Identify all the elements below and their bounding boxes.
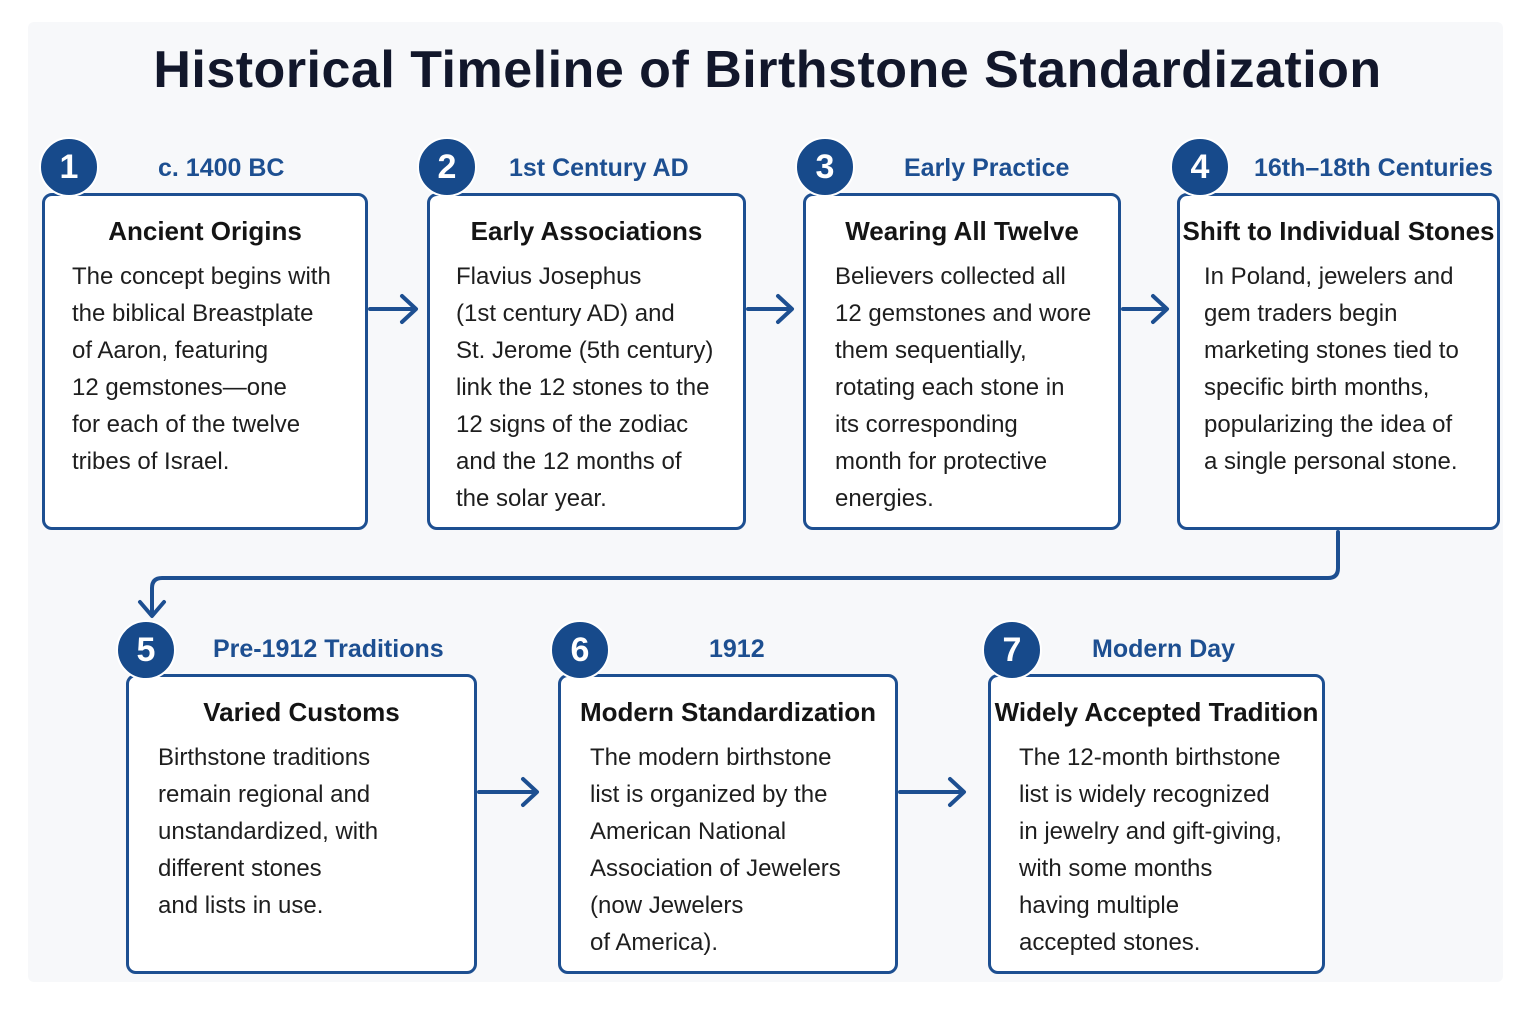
- step-card-5: [126, 674, 477, 974]
- step-4-number-badge: 4: [1170, 137, 1230, 197]
- connector-4-to-5: [140, 532, 1338, 616]
- step-2-number-badge: 2: [417, 137, 477, 197]
- step-5-era: Pre-1912 Traditions: [213, 635, 444, 663]
- step-5-number-badge: 5: [116, 620, 176, 680]
- step-card-3: [803, 193, 1121, 530]
- step-3-heading: Wearing All Twelve: [845, 216, 1079, 246]
- step-7-description: The 12-month birthstone list is widely recognized in jewelry and gift-giving, with some months having multiple accepted stones.: [1019, 744, 1282, 956]
- step-4-heading: Shift to Individual Stones: [1182, 216, 1495, 246]
- arrow-6-to-7: [900, 779, 964, 805]
- step-card-4: [1177, 193, 1500, 530]
- step-card-1: [42, 193, 368, 530]
- step-2-era: 1st Century AD: [509, 154, 689, 182]
- step-1-era: c. 1400 BC: [158, 154, 285, 182]
- step-card-7: [988, 674, 1325, 974]
- step-card-6: [558, 674, 898, 974]
- step-6-number-badge: 6: [550, 620, 610, 680]
- arrow-5-to-6: [479, 779, 537, 805]
- step-6-era: 1912: [709, 635, 765, 663]
- step-4-description: In Poland, jewelers and gem traders begin marketing stones tied to specific birth months, popularizing the idea of a single personal stone.: [1204, 263, 1459, 475]
- step-7-era: Modern Day: [1092, 635, 1236, 663]
- step-3-description: Believers collected all 12 gemstones and wore them sequentially, rotating each stone in its corresponding month for protective energies.: [835, 263, 1092, 512]
- step-5-description: Birthstone traditions remain regional and unstandardized, with different stones and lists in use.: [158, 744, 379, 919]
- step-6-description: The modern birthstone list is organized by the American National Association of Jewelers (now Jewelers of America).: [590, 744, 841, 956]
- step-7-heading: Widely Accepted Tradition: [994, 697, 1319, 727]
- step-4-era: 16th–18th Centuries: [1254, 154, 1493, 182]
- step-6-heading: Modern Standardization: [579, 697, 877, 727]
- step-7-number-badge: 7: [982, 620, 1042, 680]
- step-2-heading: Early Associations: [470, 216, 703, 246]
- arrow-1-to-2: [370, 296, 416, 322]
- step-3-number-badge: 3: [795, 137, 855, 197]
- step-card-2: [427, 193, 746, 530]
- step-3-era: Early Practice: [904, 154, 1070, 182]
- page-title: Historical Timeline of Birthstone Standardization: [153, 41, 1382, 99]
- step-1-heading: Ancient Origins: [108, 216, 302, 246]
- arrow-2-to-3: [748, 296, 792, 322]
- step-1-description: The concept begins with the biblical Breastplate of Aaron, featuring 12 gemstones—one for each of the twelve tribes of Israel.: [72, 263, 331, 475]
- arrow-3-to-4: [1123, 296, 1167, 322]
- step-2-description: Flavius Josephus (1st century AD) and St. Jerome (5th century) link the 12 stones to the 12 signs of the zodiac and the 12 months of the solar year.: [456, 263, 714, 512]
- step-1-number-badge: 1: [39, 137, 99, 197]
- step-5-heading: Varied Customs: [203, 697, 400, 727]
